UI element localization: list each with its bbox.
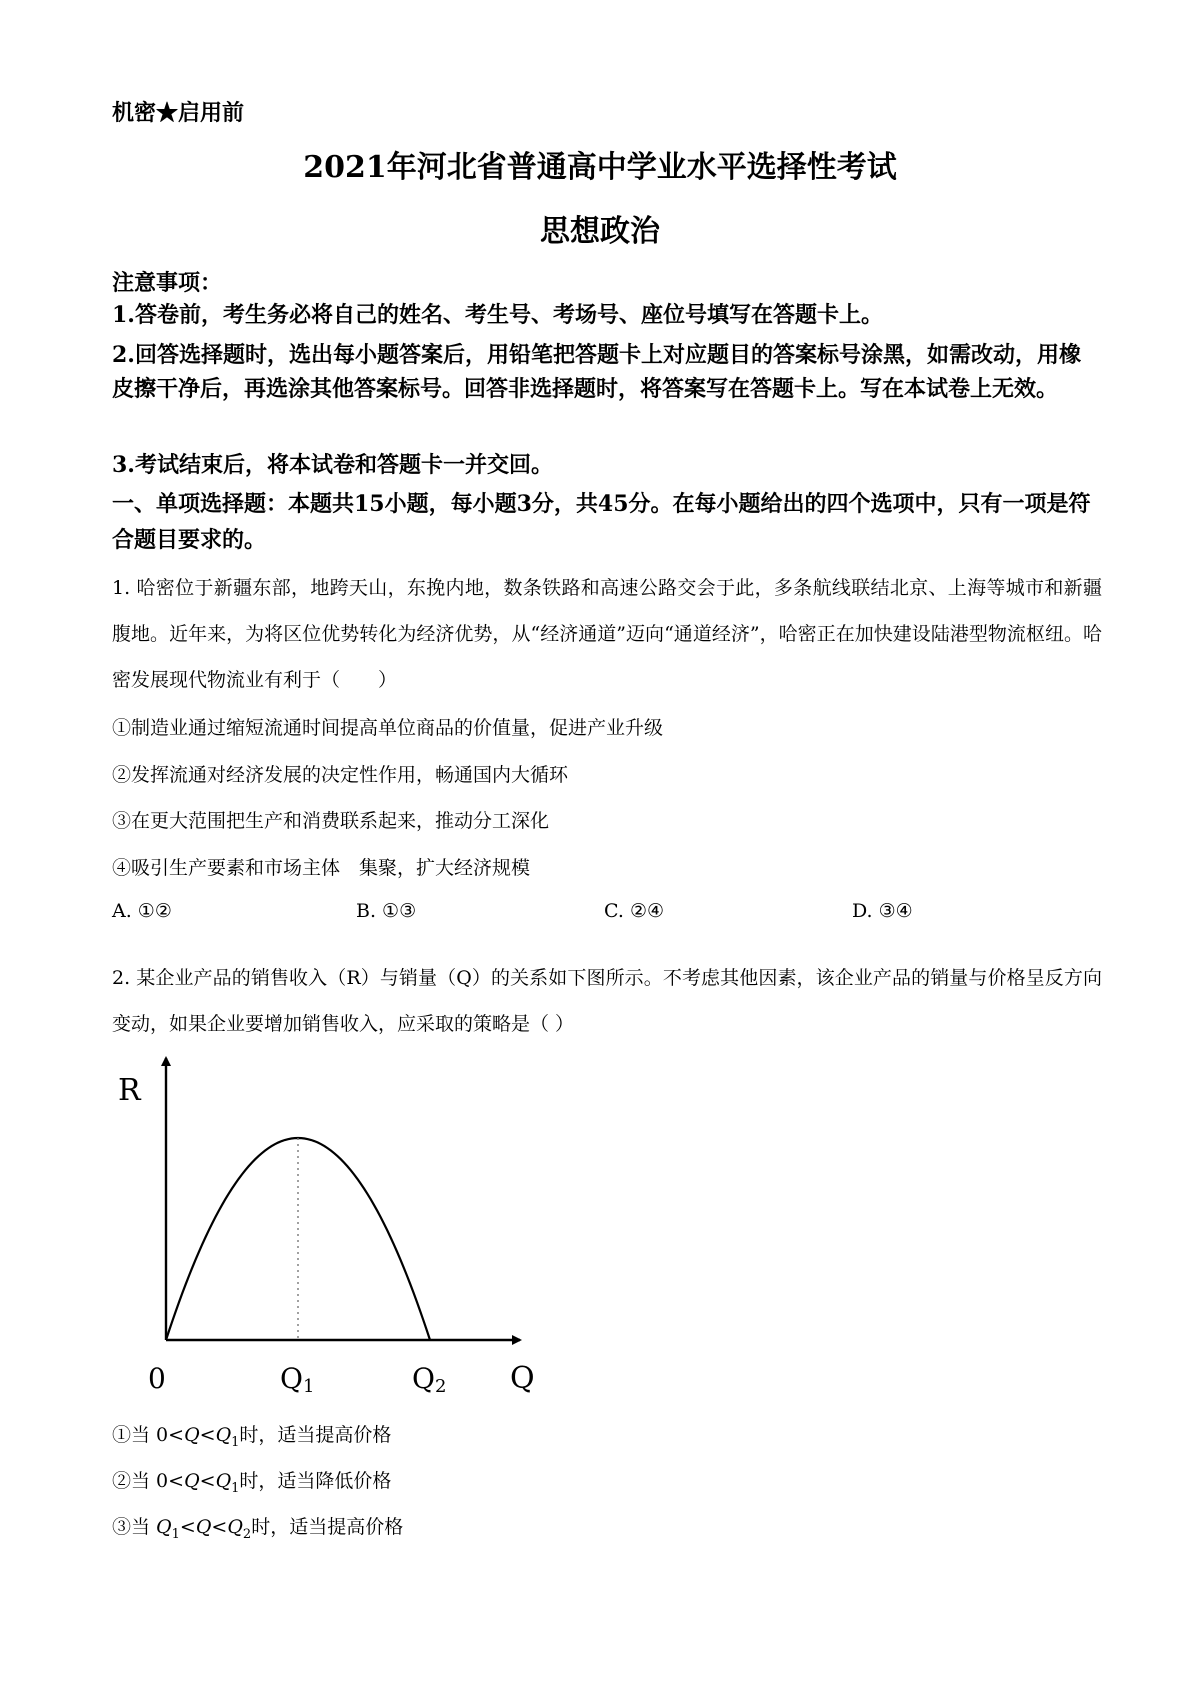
question-1-option-c: C. ②④ — [604, 900, 665, 922]
question-1-item-3: ③在更大范围把生产和消费联系起来，推动分工深化 — [112, 810, 550, 832]
question-2-stem: 2. 某企业产品的销售收入（R）与销量（Q）的关系如下图所示。不考虑其他因素，该企业产品的销量与价格呈反方向变动，如果企业要增加销售收入，应采取的策略是（ ） — [112, 967, 1102, 1035]
question-1-item-2: ②发挥流通对经济发展的决定性作用，畅通国内大循环 — [112, 764, 569, 786]
question-2-statement-1: ①当 $0<Q<Q_1$时，适当提高价格 — [112, 1424, 392, 1450]
question-1-option-d: D. ③④ — [852, 900, 913, 922]
exam-title: 2021年河北省普通高中学业水平选择性考试 — [303, 150, 897, 185]
secret-label: 机密★启用前 — [112, 100, 245, 126]
y-axis-label: R — [118, 1073, 141, 1108]
section-heading: 一、单项选择题：本题共15小题，每小题3分，共45分。在每小题给出的四个选项中，只有一项是符合题目要求的。 — [112, 491, 1091, 553]
question-1-stem: 1. 哈密位于新疆东部，地跨天山，东挽内地，数条铁路和高速公路交会于此，多条航线联结北京、上海等城市和新疆腹地。近年来，为将区位优势转化为经济优势，从“经济通道”迈向“通道经济”，哈密正在加快建设陆港型物流枢纽。哈密发展现代物流业有利于（ ） — [112, 577, 1102, 691]
subject-title: 思想政治 — [540, 214, 660, 249]
origin-label: 0 — [148, 1362, 166, 1395]
revenue-quantity-chart — [110, 1040, 550, 1400]
notice-item-1: 1.答卷前，考生务必将自己的姓名、考生号、考场号、座位号填写在答题卡上。 — [112, 302, 883, 328]
question-2-statement-2: ②当 $0<Q<Q_1$时，适当降低价格 — [112, 1470, 392, 1496]
question-1-item-4: ④吸引生产要素和市场主体 集聚，扩大经济规模 — [112, 857, 531, 879]
question-1-item-1: ①制造业通过缩短流通时间提高单位商品的价值量，促进产业升级 — [112, 717, 664, 739]
x-axis-label: Q — [510, 1361, 535, 1396]
x-tick-label-2: Q2 — [412, 1362, 447, 1397]
notice-heading: 注意事项： — [112, 270, 223, 296]
notice-item-3: 3.考试结束后，将本试卷和答题卡一并交回。 — [112, 452, 553, 478]
question-2-statement-3: ③当 $Q_1<Q<Q_2$时，适当提高价格 — [112, 1516, 404, 1542]
question-1-option-a: A. ①② — [112, 900, 172, 922]
x-tick-label-1: Q1 — [280, 1362, 315, 1397]
question-1-option-b: B. ①③ — [356, 900, 417, 922]
notice-item-2: 2.回答选择题时，选出每小题答案后，用铅笔把答题卡上对应题目的答案标号涂黑，如需改动，用橡皮擦干净后，再选涂其他答案标号。回答非选择题时，将答案写在答题卡上。写在本试卷上无效。 — [112, 342, 1081, 402]
